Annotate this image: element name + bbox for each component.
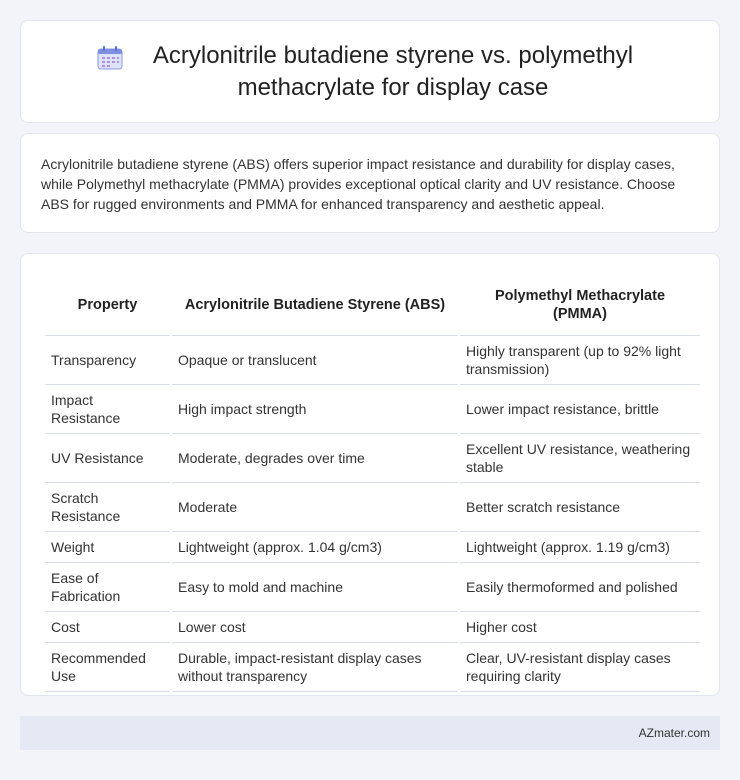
abs-cell: Lower cost (172, 612, 458, 643)
table-row (45, 563, 700, 612)
table-row (45, 643, 700, 692)
comparison-table (43, 274, 702, 692)
property-cell: Cost (45, 612, 170, 643)
footer-brand[interactable]: AZmater.com (638, 726, 710, 740)
abs-cell: Moderate (172, 483, 458, 532)
abs-cell: High impact strength (172, 385, 458, 434)
property-cell: Ease of Fabrication (45, 563, 170, 612)
summary-text: Acrylonitrile butadiene styrene (ABS) offers superior impact resistance and durability for display cases, while Polymethyl methacrylate (PMMA) provides exceptional optical clarity and UV resistance. Choose ABS for rugged environments and PMMA for enhanced transparency and aesthetic appeal. (41, 156, 676, 212)
abs-cell: Durable, impact-resistant display cases without transparency (172, 643, 458, 692)
property-cell: Weight (45, 532, 170, 563)
header-pmma: Polymethyl Methacrylate (PMMA) (460, 274, 700, 336)
table-row (45, 612, 700, 643)
calendar-icon (97, 46, 123, 70)
pmma-cell: Better scratch resistance (460, 483, 700, 532)
table-row (45, 483, 700, 532)
pmma-cell: Easily thermoformed and polished (460, 563, 700, 612)
header-abs: Acrylonitrile Butadiene Styrene (ABS) (172, 274, 458, 336)
pmma-cell: Lightweight (approx. 1.19 g/cm3) (460, 532, 700, 563)
table-row (45, 385, 700, 434)
property-cell: Transparency (45, 336, 170, 385)
pmma-cell: Clear, UV-resistant display cases requiring clarity (460, 643, 700, 692)
abs-cell: Opaque or translucent (172, 336, 458, 385)
pmma-cell: Highly transparent (up to 92% light transmission) (460, 336, 700, 385)
pmma-cell: Excellent UV resistance, weathering stable (460, 434, 700, 483)
comparison-table-card (20, 253, 720, 696)
table-row (45, 532, 700, 563)
table-row (45, 336, 700, 385)
table-row (45, 434, 700, 483)
property-cell: Impact Resistance (45, 385, 170, 434)
page-title: Acrylonitrile butadiene styrene vs. polymethyl methacrylate for display case (152, 41, 634, 101)
title-wrap (97, 40, 643, 104)
summary-card (20, 133, 720, 233)
abs-cell: Lightweight (approx. 1.04 g/cm3) (172, 532, 458, 563)
property-cell: UV Resistance (45, 434, 170, 483)
header-property: Property (45, 274, 170, 336)
abs-cell: Moderate, degrades over time (172, 434, 458, 483)
property-cell: Recommended Use (45, 643, 170, 692)
abs-cell: Easy to mold and machine (172, 563, 458, 612)
pmma-cell: Lower impact resistance, brittle (460, 385, 700, 434)
property-cell: Scratch Resistance (45, 483, 170, 532)
pmma-cell: Higher cost (460, 612, 700, 643)
title-card (20, 20, 720, 123)
table-header-row (45, 274, 700, 336)
footer-bar (20, 716, 720, 750)
